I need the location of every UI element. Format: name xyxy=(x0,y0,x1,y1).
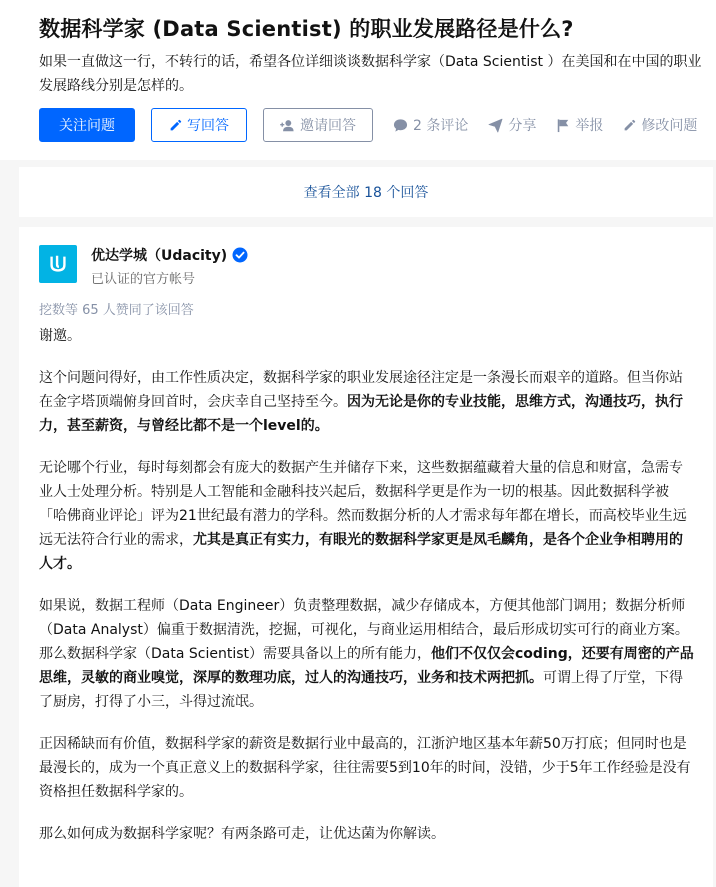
comments-button[interactable] xyxy=(393,115,468,135)
flag-icon xyxy=(556,118,570,133)
follow-question-label: 关注问题 xyxy=(59,118,115,134)
question-detail: 如果一直做这一行，不转行的话，希望各位详细谈谈数据科学家（Data Scientist ）在美国和在中国的职业发展路线分别是怎样的。 xyxy=(39,54,702,94)
answer-text: 那么如何成为数据科学家呢？有两条路可走，让优达菌为你解读。 xyxy=(39,826,445,842)
answer-paragraph xyxy=(39,324,695,348)
answer-bold-text: 尤其是真正有实力，有眼光的数据科学家更是凤毛麟角，是各个企业争相聘用的人才。 xyxy=(39,532,683,572)
answer-paragraph xyxy=(39,456,695,576)
answer-content xyxy=(39,324,695,846)
answer-text: 谢邀。 xyxy=(39,328,81,344)
paper-plane-icon xyxy=(488,118,503,133)
view-all-answers-link[interactable] xyxy=(19,167,713,217)
follow-question-button[interactable] xyxy=(39,108,135,142)
answer-paragraph xyxy=(39,594,695,714)
answer-paragraph xyxy=(39,366,695,438)
write-answer-button[interactable] xyxy=(151,108,247,142)
answer-paragraph xyxy=(39,822,695,846)
view-all-answers-label: 查看全部 18 个回答 xyxy=(303,185,429,201)
edit-question-label: 修改问题 xyxy=(641,118,698,134)
answer-text: 可谓上得了厅堂，下得了厨房，打得了小三，斗得过流氓。 xyxy=(39,670,683,710)
invite-answer-button[interactable] xyxy=(263,108,373,142)
answer-author xyxy=(39,245,693,287)
answer-text: 正因稀缺而有价值，数据科学家的薪资是数据行业中最高的，江浙沪地区基本年薪50万打底；但同时也是最漫长的，成为一个真正意义上的数据科学家，往往需要5到10年的时间，没错，少于5年工作经验是没有资格担任数据科学家的。 xyxy=(39,736,691,800)
vote-summary[interactable]: 挖数等 65 人赞同了该回答 xyxy=(39,303,194,318)
author-bio: 已认证的官方帐号 xyxy=(91,272,196,287)
write-answer-label: 写回答 xyxy=(187,118,229,134)
invite-answer-label: 邀请回答 xyxy=(300,118,356,134)
answer-text: 如果说，数据工程师（Data Engineer）负责整理数据，减少存储成本，方便其他部门调用；数据分析师（Data Analyst）偏重于数据清洗，挖掘，可视化，与商业运用相结合，最后形成切实可行的商业方案。那么数据科学家（Data Scientist）需要具备以上的所有能力， xyxy=(39,598,689,662)
question-header xyxy=(0,0,716,160)
answer-bold-text: 因为无论是你的专业技能，思维方式，沟通技巧，执行力，甚至薪资，与曾经比都不是一个level的。 xyxy=(39,394,683,434)
answer-paragraph xyxy=(39,732,695,804)
comment-bubble-icon xyxy=(393,118,408,133)
verified-badge-icon xyxy=(232,247,248,263)
share-button[interactable] xyxy=(488,115,536,135)
comments-count: 2 条评论 xyxy=(413,118,469,134)
answer-bold-text: 他们不仅仅会coding，还要有周密的产品思维，灵敏的商业嗅觉，深厚的数理功底，过人的沟通技巧，业务和技术两把抓。 xyxy=(39,646,694,686)
question-actions xyxy=(39,108,697,142)
share-label: 分享 xyxy=(508,118,537,134)
author-name[interactable]: 优达学城（Udacity) xyxy=(91,248,228,264)
author-name-row xyxy=(91,245,248,265)
answer-text: 无论哪个行业，每时每刻都会有庞大的数据产生并储存下来，这些数据蕴藏着大量的信息和财富，急需专业人士处理分析。特别是人工智能和金融科技兴起后，数据科学更是作为一切的根基。因此数据科学被「哈佛商业评论」评为21世纪最有潜力的学科。然而数据分析的人才需求每年都在增长，而高校毕业生远远无法符合行业的需求， xyxy=(39,460,687,548)
answer-card xyxy=(19,227,713,887)
report-button[interactable] xyxy=(556,115,603,135)
pencil-icon xyxy=(169,119,182,132)
report-label: 举报 xyxy=(575,118,604,134)
question-title: 数据科学家 (Data Scientist) 的职业发展路径是什么? xyxy=(39,17,574,41)
author-info xyxy=(91,245,248,287)
udacity-logo-icon xyxy=(47,253,69,275)
add-user-icon xyxy=(280,119,295,132)
avatar[interactable] xyxy=(39,245,77,283)
edit-question-button[interactable] xyxy=(623,115,697,135)
answer-text: 这个问题问得好，由工作性质决定，数据科学家的职业发展途径注定是一条漫长而艰辛的道路。但当你站在金字塔顶端俯身回首时，会庆幸自己坚持至今。 xyxy=(39,370,683,410)
pencil-icon xyxy=(623,119,636,132)
